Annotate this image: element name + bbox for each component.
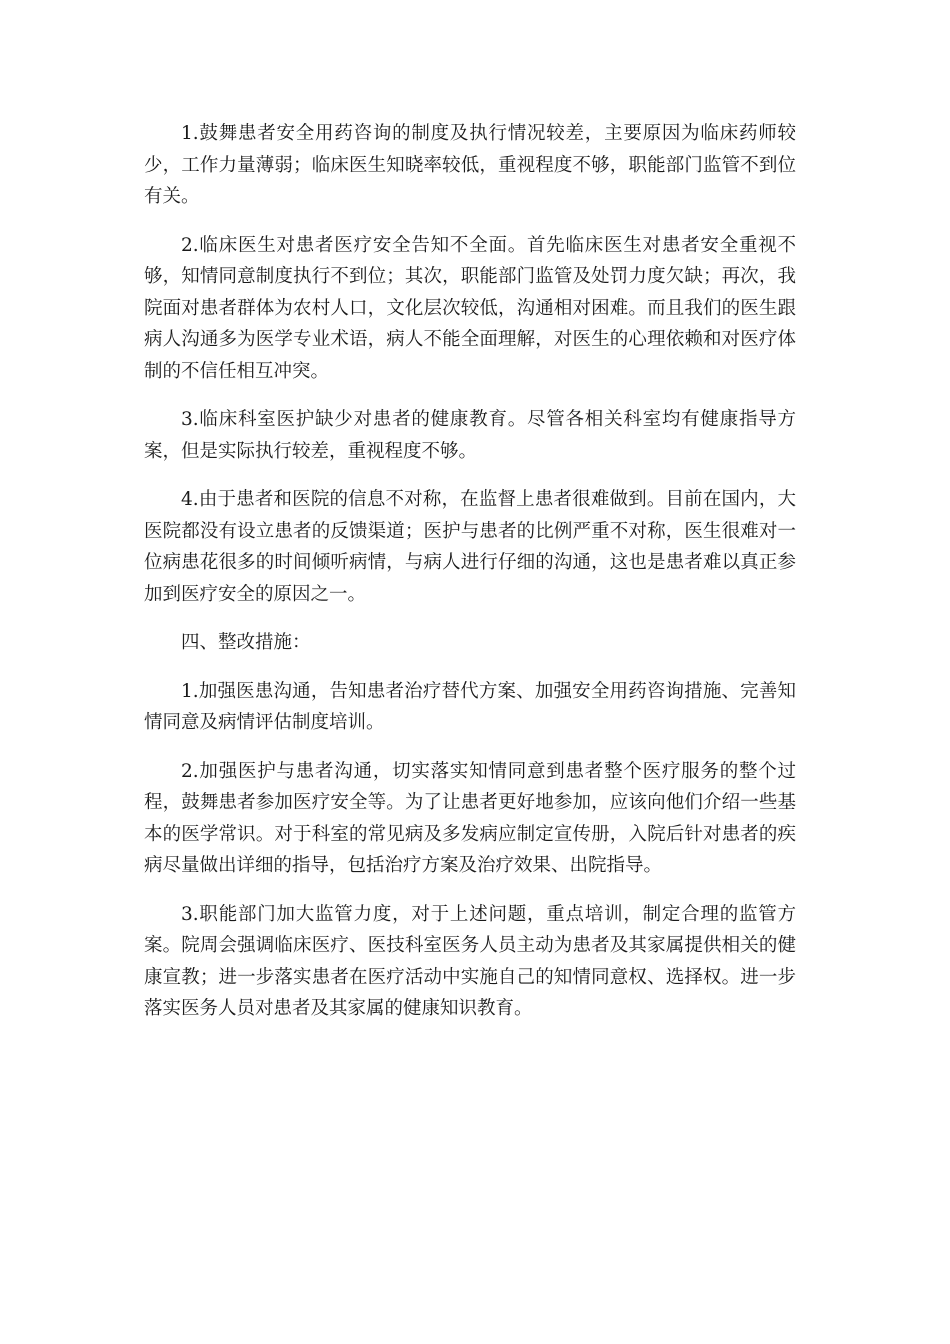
section-heading-measures: 四、整改措施： [181,632,311,653]
document-body [144,118,796,1042]
paragraph-issue-1: 1.鼓舞患者安全用药咨询的制度及执行情况较差，主要原因为临床药师较少，工作力量薄弱；临床医生知晓率较低，重视程度不够，职能部门监管不到位有关。 [144,123,796,207]
paragraph-issue-2: 2.临床医生对患者医疗安全告知不全面。首先临床医生对患者安全重视不够，知情同意制度执行不到位；其次，职能部门监管及处罚力度欠缺；再次，我院面对患者群体为农村人口，文化层次较低，沟通相对困难。而且我们的医生跟病人沟通多为医学专业术语，病人不能全面理解，对医生的心理依赖和对医疗体制的不信任相互冲突。 [144,234,796,382]
paragraph-issue-3: 3.临床科室医护缺少对患者的健康教育。尽管各相关科室均有健康指导方案，但是实际执行较差，重视程度不够。 [144,409,796,462]
paragraph-measure-1: 1.加强医患沟通，告知患者治疗替代方案、加强安全用药咨询措施、完善知情同意及病情评估制度培训。 [144,680,796,733]
paragraph-measure-3: 3.职能部门加大监管力度，对于上述问题，重点培训，制定合理的监管方案。院周会强调临床医疗、医技科室医务人员主动为患者及其家属提供相关的健康宣教；进一步落实患者在医疗活动中实施自己的知情同意权、选择权。进一步落实医务人员对患者及其家属的健康知识教育。 [144,903,796,1019]
paragraph-issue-4: 4.由于患者和医院的信息不对称，在监督上患者很难做到。目前在国内，大医院都没有设立患者的反馈渠道；医护与患者的比例严重不对称，医生很难对一位病患花很多的时间倾听病情，与病人进行仔细的沟通，这也是患者难以真正参加到医疗安全的原因之一。 [144,489,796,605]
paragraph-measure-2: 2.加强医护与患者沟通，切实落实知情同意到患者整个医疗服务的整个过程，鼓舞患者参加医疗安全等。为了让患者更好地参加，应该向他们介绍一些基本的医学常识。对于科室的常见病及多发病应制定宣传册，入院后针对患者的疾病尽量做出详细的指导，包括治疗方案及治疗效果、出院指导。 [144,760,796,876]
